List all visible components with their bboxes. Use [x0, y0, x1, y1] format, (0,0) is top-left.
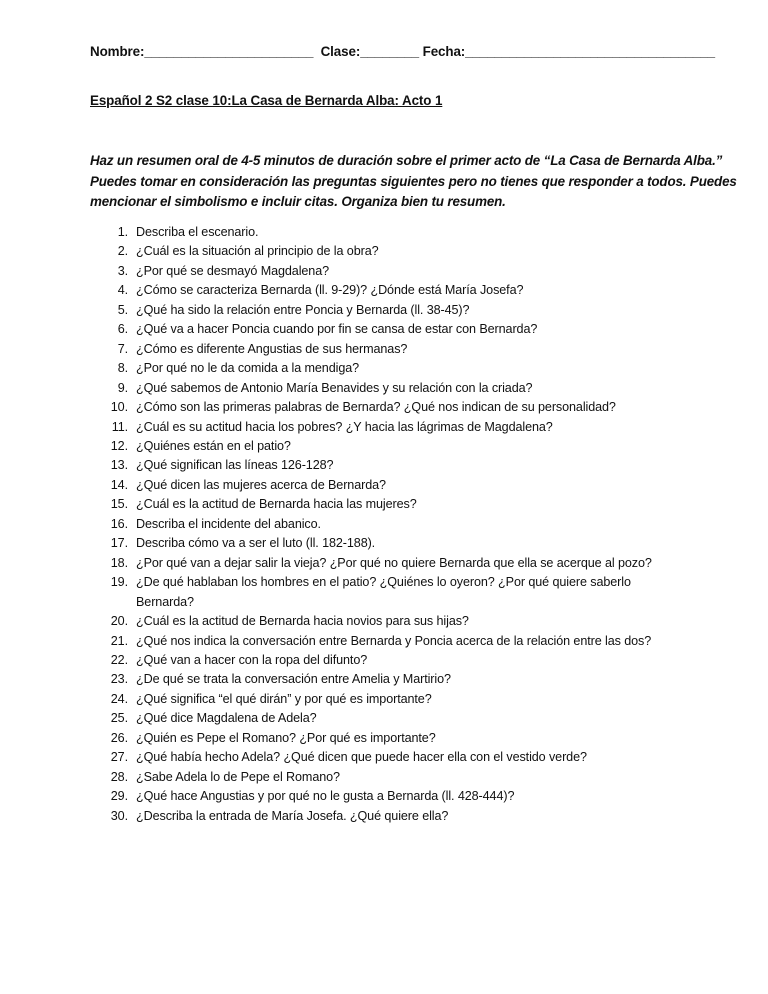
- question-text: ¿De qué hablaban los hombres en el patio? ¿Quiénes lo oyeron? ¿Por qué quiere saberlo: [136, 575, 631, 590]
- question-item: [90, 573, 690, 612]
- question-item: [90, 242, 690, 261]
- question-item: [90, 262, 690, 281]
- question-number: 24.: [110, 691, 128, 706]
- question-text: ¿Qué significan las líneas 126-128?: [136, 458, 334, 473]
- question-number: 28.: [110, 769, 128, 784]
- question-number: 29.: [110, 789, 128, 804]
- question-item: [90, 748, 690, 767]
- question-text: ¿Cómo son las primeras palabras de Bernarda? ¿Qué nos indican de su personalidad?: [136, 400, 616, 415]
- question-text: ¿Qué hace Angustias y por qué no le gusta a Bernarda (ll. 428-444)?: [136, 789, 515, 804]
- question-text: ¿Por qué no le da comida a la mendiga?: [136, 361, 360, 376]
- question-text: ¿Cuál es su actitud hacia los pobres? ¿Y hacia las lágrimas de Magdalena?: [136, 419, 553, 434]
- instructions-line: mencionar el simbolismo e incluir citas. Organiza bien tu resumen.: [90, 194, 506, 209]
- question-item: [90, 398, 690, 417]
- question-text: ¿Quién es Pepe el Romano? ¿Por qué es importante?: [136, 730, 436, 745]
- question-text: ¿Qué va a hacer Poncia cuando por fin se cansa de estar con Bernarda?: [136, 322, 538, 337]
- question-item: [90, 709, 690, 728]
- question-number: 9.: [117, 380, 128, 395]
- question-text: ¿Cuál es la actitud de Bernarda hacia las mujeres?: [136, 497, 417, 512]
- question-text: ¿Qué dice Magdalena de Adela?: [136, 711, 317, 726]
- question-item: [90, 495, 690, 514]
- question-text: ¿Qué ha sido la relación entre Poncia y Bernarda (ll. 38-45)?: [136, 302, 470, 317]
- clase-blank: ________: [360, 44, 419, 59]
- question-number: 16.: [110, 516, 128, 531]
- question-text: ¿Qué sabemos de Antonio María Benavides y su relación con la criada?: [136, 380, 533, 395]
- question-item: [90, 690, 690, 709]
- clase-label: Clase:: [320, 44, 361, 59]
- question-number: 15.: [110, 497, 128, 512]
- instructions-paragraph: [90, 151, 737, 213]
- question-number: 3.: [117, 263, 128, 278]
- question-number: 30.: [110, 808, 128, 823]
- question-item: [90, 632, 690, 651]
- student-info-header: [90, 44, 715, 59]
- nombre-label: Nombre:: [90, 44, 145, 59]
- question-item: [90, 729, 690, 748]
- questions-list: [90, 223, 690, 826]
- question-text: ¿Cómo es diferente Angustias de sus hermanas?: [136, 341, 408, 356]
- question-number: 2.: [117, 244, 128, 259]
- question-item: [90, 281, 690, 300]
- fecha-blank: __________________________________: [465, 44, 715, 59]
- question-item: [90, 651, 690, 670]
- instructions-line: Haz un resumen oral de 4-5 minutos de duración sobre el primer acto de “La Casa de Bernarda Alba.”: [90, 153, 723, 168]
- question-number: 12.: [110, 438, 128, 453]
- question-text: ¿Quiénes están en el patio?: [136, 438, 291, 453]
- question-item: [90, 379, 690, 398]
- question-text: ¿Sabe Adela lo de Pepe el Romano?: [136, 769, 340, 784]
- question-text: ¿Describa la entrada de María Josefa. ¿Qué quiere ella?: [136, 808, 449, 823]
- question-number: 5.: [117, 302, 128, 317]
- question-item: [90, 418, 690, 437]
- question-number: 21.: [110, 633, 128, 648]
- question-number: 19.: [110, 575, 128, 590]
- question-text-continuation: Bernarda?: [136, 594, 194, 609]
- question-number: 23.: [110, 672, 128, 687]
- question-item: [90, 340, 690, 359]
- question-text: ¿Por qué se desmayó Magdalena?: [136, 263, 330, 278]
- question-item: [90, 437, 690, 456]
- question-item: [90, 359, 690, 378]
- question-number: 10.: [110, 400, 128, 415]
- question-item: [90, 223, 690, 242]
- question-number: 18.: [110, 555, 128, 570]
- question-item: [90, 670, 690, 689]
- question-number: 1.: [117, 225, 128, 239]
- question-item: [90, 456, 690, 475]
- question-number: 6.: [117, 322, 128, 337]
- question-number: 25.: [110, 711, 128, 726]
- question-number: 27.: [110, 750, 128, 765]
- question-text: ¿Qué nos indica la conversación entre Bernarda y Poncia acerca de la relación entre las dos?: [136, 633, 652, 648]
- question-number: 20.: [110, 614, 128, 629]
- question-text: ¿De qué se trata la conversación entre Amelia y Martirio?: [136, 672, 451, 687]
- question-text: ¿Qué había hecho Adela? ¿Qué dicen que puede hacer ella con el vestido verde?: [136, 750, 587, 765]
- question-text: ¿Qué significa “el qué dirán” y por qué es importante?: [136, 691, 432, 706]
- question-item: [90, 301, 690, 320]
- question-text: Describa el escenario.: [136, 225, 259, 239]
- question-number: 22.: [110, 652, 128, 667]
- question-number: 7.: [117, 341, 128, 356]
- question-item: [90, 768, 690, 787]
- question-number: 14.: [110, 477, 128, 492]
- question-text: ¿Cómo se caracteriza Bernarda (ll. 9-29)? ¿Dónde está María Josefa?: [136, 283, 524, 298]
- question-number: 11.: [111, 419, 128, 434]
- question-item: [90, 807, 690, 826]
- question-number: 26.: [110, 730, 128, 745]
- question-text: ¿Qué dicen las mujeres acerca de Bernarda?: [136, 477, 386, 492]
- question-item: [90, 787, 690, 806]
- question-text: Describa el incidente del abanico.: [136, 516, 321, 531]
- question-item: [90, 515, 690, 534]
- question-text: ¿Por qué van a dejar salir la vieja? ¿Por qué no quiere Bernarda que ella se acerque al pozo?: [136, 555, 652, 570]
- question-item: [90, 534, 690, 553]
- question-text: Describa cómo va a ser el luto (ll. 182-188).: [136, 536, 376, 551]
- question-item: [90, 320, 690, 339]
- page-title: Español 2 S2 clase 10:La Casa de Bernarda Alba: Acto 1: [90, 93, 443, 108]
- question-item: [90, 476, 690, 495]
- question-number: 13.: [110, 458, 128, 473]
- question-number: 17.: [110, 536, 128, 551]
- question-number: 8.: [117, 361, 128, 376]
- nombre-blank: _______________________: [144, 44, 314, 59]
- question-text: ¿Cuál es la situación al principio de la obra?: [136, 244, 379, 259]
- instructions-line: Puedes tomar en consideración las preguntas siguientes pero no tienes que responder a todos. Puedes: [90, 173, 737, 189]
- question-text: ¿Qué van a hacer con la ropa del difunto?: [136, 652, 368, 667]
- question-item: [90, 612, 690, 631]
- question-item: [90, 554, 690, 573]
- question-number: 4.: [117, 283, 128, 298]
- question-text: ¿Cuál es la actitud de Bernarda hacia novios para sus hijas?: [136, 614, 469, 629]
- fecha-label: Fecha:: [422, 44, 466, 59]
